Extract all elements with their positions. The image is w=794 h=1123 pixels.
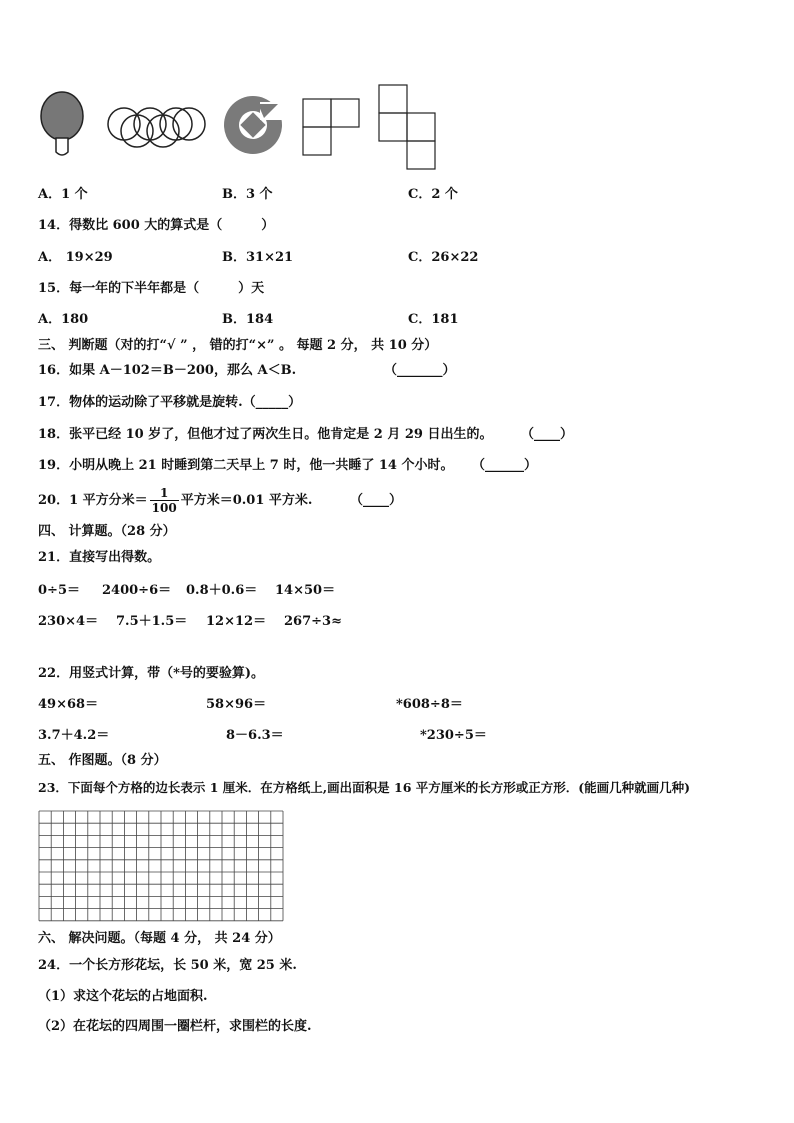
q15-stem: 15．每一年的下半年都是（ ）天 <box>38 281 265 296</box>
q20-numerator: 1 <box>150 486 179 501</box>
q19-text: 19．小明从晚上 21 时睡到第二天早上 7 时，他一共睡了 14 个小时。 <box>38 458 454 473</box>
q14-option-c: C．26×22 <box>408 250 479 265</box>
q22-stem: 22．用竖式计算，带（*号的要验算)。 <box>38 666 265 681</box>
bank-logo-icon <box>222 94 286 156</box>
q21-item: 0.8＋0.6＝ <box>186 583 258 598</box>
q20-blank: （____） <box>350 493 403 508</box>
q24-sub1: （1）求这个花坛的占地面积. <box>38 989 208 1004</box>
q20-pre: 20．1 平方分米＝ <box>38 493 148 508</box>
q16-blank: （_______） <box>384 363 456 378</box>
q18-text: 18．张平已经 10 岁了，但他才过了两次生日。他肯定是 2 月 29 日出生的。 <box>38 427 493 442</box>
q23-stem: 23．下面每个方格的边长表示 1 厘米．在方格纸上,画出面积是 16 平方厘米的长方形或正方形．(能画几种就画几种) <box>38 780 691 795</box>
q21-item: 7.5＋1.5＝ <box>116 614 188 629</box>
q24-sub2: （2）在花坛的四周围一圈栏杆，求围栏的长度. <box>38 1019 312 1034</box>
q18-blank: （____） <box>521 427 574 442</box>
q22-item: 49×68＝ <box>38 697 99 712</box>
q13-option-a: A．1 个 <box>38 187 88 202</box>
q21-item: 2400÷6＝ <box>102 583 172 598</box>
q17-text: 17．物体的运动除了平移就是旋转.（_____） <box>38 395 302 410</box>
q21-item: 14×50＝ <box>275 583 336 598</box>
paddle-icon <box>38 88 88 160</box>
q22-item: *230÷5＝ <box>420 728 487 743</box>
q21-item: 230×4＝ <box>38 614 99 629</box>
q20-fraction <box>150 486 179 515</box>
z-shape-squares-icon <box>378 84 438 172</box>
q19-blank: （______） <box>472 458 538 473</box>
q21-stem: 21．直接写出得数。 <box>38 550 161 565</box>
q13-option-c: C．2 个 <box>408 187 458 202</box>
q15-option-b: B．184 <box>222 312 274 327</box>
q21-item: 0÷5＝ <box>38 583 80 598</box>
l-shape-squares-icon <box>302 98 364 158</box>
q22-item: 8－6.3＝ <box>226 728 284 743</box>
q14-stem: 14．得数比 600 大的算式是（ ） <box>38 218 275 233</box>
q24-stem: 24．一个长方形花坛，长 50 米，宽 25 米. <box>38 958 297 973</box>
q21-item: 12×12＝ <box>206 614 267 629</box>
q20-denominator: 100 <box>151 501 177 515</box>
section3-heading: 三、 判断题（对的打“√ ” ， 错的打“×” 。 每题 2 分， 共 10 分） <box>38 338 438 353</box>
q21-item: 267÷3≈ <box>284 614 342 629</box>
q20-post: 平方米＝0.01 平方米. <box>180 493 313 508</box>
section6-heading: 六、 解决问题。（每题 4 分， 共 24 分） <box>38 931 281 946</box>
olympic-rings-icon <box>104 104 208 150</box>
q22-item: 3.7＋4.2＝ <box>38 728 110 743</box>
q22-item: 58×96＝ <box>206 697 267 712</box>
q15-option-a: A．180 <box>38 312 89 327</box>
q15-option-c: C．181 <box>408 312 459 327</box>
q14-option-a: A． 19×29 <box>38 250 113 265</box>
q22-item: *608÷8＝ <box>396 697 463 712</box>
section5-heading: 五、 作图题。（8 分） <box>38 753 167 768</box>
section4-heading: 四、 计算题。（28 分） <box>38 524 176 539</box>
square-grid <box>38 810 288 922</box>
q13-option-b: B．3 个 <box>222 187 273 202</box>
q14-option-b: B．31×21 <box>222 250 294 265</box>
q16-text: 16．如果 A－102＝B－200，那么 A＜B. <box>38 363 297 378</box>
q20-line <box>38 484 312 518</box>
